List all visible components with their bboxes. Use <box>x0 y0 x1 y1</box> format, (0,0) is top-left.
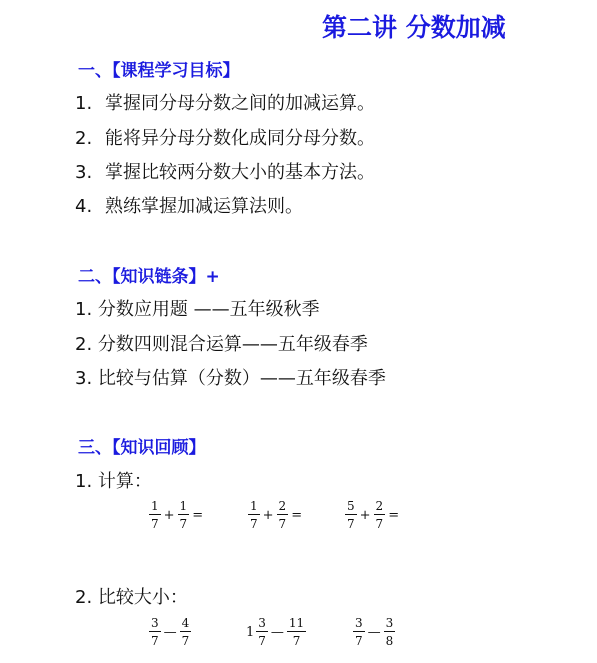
numerator: 5 <box>347 499 355 513</box>
goal-item-number: 1. <box>75 93 93 114</box>
section-heading-review: 三、【知识回顾】 <box>78 438 206 458</box>
fraction <box>287 617 306 647</box>
equals-sign: = <box>192 507 204 523</box>
page-title: 第二讲 分数加减 <box>322 13 506 42</box>
numerator: 1 <box>179 499 188 513</box>
comparison-blank: — <box>367 624 381 640</box>
denominator: 7 <box>181 634 190 648</box>
fraction <box>353 617 365 647</box>
comparison-blank: — <box>163 624 177 640</box>
denominator: 7 <box>258 634 266 648</box>
equals-sign: = <box>388 507 400 523</box>
equals-sign: = <box>291 507 303 523</box>
numerator: 2 <box>375 499 384 513</box>
fraction <box>374 500 386 530</box>
goal-item <box>75 158 375 184</box>
operator: + <box>359 507 371 523</box>
section-heading-knowledge-chain: 二、【知识链条】+ <box>78 267 220 287</box>
numerator: 3 <box>151 616 159 630</box>
denominator: 7 <box>278 517 287 531</box>
fraction-expression <box>148 500 205 530</box>
goal-item-text: 熟练掌握加减运算法则。 <box>105 196 303 217</box>
chain-item: 3. 比较与估算（分数）——五年级春季 <box>75 368 386 389</box>
denominator: 7 <box>292 634 301 648</box>
chain-item: 2. 分数四则混合运算——五年级春季 <box>75 334 368 355</box>
denominator: 7 <box>347 517 355 531</box>
mixed-number-whole: 1 <box>246 624 255 640</box>
goal-item <box>75 89 375 115</box>
comparison-blank: — <box>270 624 284 640</box>
fraction-expression <box>247 500 304 530</box>
numerator: 11 <box>288 616 305 630</box>
question-label-calculate: 1. 计算： <box>75 471 152 492</box>
fraction-comparison <box>352 617 396 647</box>
fraction <box>149 617 161 647</box>
fraction <box>178 500 190 530</box>
goal-item-number: 4. <box>75 196 93 217</box>
fraction-comparison <box>246 617 307 647</box>
operator: + <box>262 507 274 523</box>
fraction <box>345 500 357 530</box>
numerator: 4 <box>181 616 190 630</box>
fraction <box>248 500 260 530</box>
fraction <box>180 617 192 647</box>
goal-item-number: 2. <box>75 128 93 149</box>
goal-item-text: 能将异分母分数化成同分母分数。 <box>105 128 375 149</box>
numerator: 1 <box>151 499 159 513</box>
fraction <box>256 617 268 647</box>
goal-item-text: 掌握同分母分数之间的加减运算。 <box>105 93 375 114</box>
denominator: 7 <box>151 634 159 648</box>
denominator: 7 <box>250 517 258 531</box>
denominator: 8 <box>385 634 394 648</box>
denominator: 7 <box>375 517 384 531</box>
goal-item-number: 3. <box>75 162 93 183</box>
denominator: 7 <box>179 517 188 531</box>
numerator: 2 <box>278 499 287 513</box>
question-label-compare: 2. 比较大小： <box>75 587 188 608</box>
denominator: 7 <box>151 517 159 531</box>
numerator: 1 <box>250 499 258 513</box>
fraction-comparison <box>148 617 192 647</box>
goal-item-text: 掌握比较两分数大小的基本方法。 <box>105 162 375 183</box>
goal-item <box>75 192 303 218</box>
fraction <box>384 617 396 647</box>
numerator: 3 <box>385 616 394 630</box>
fraction-expression <box>344 500 401 530</box>
fraction <box>149 500 161 530</box>
section-heading-goals: 一、【课程学习目标】 <box>78 61 240 81</box>
fraction <box>277 500 289 530</box>
numerator: 3 <box>258 616 266 630</box>
goal-item <box>75 124 375 150</box>
denominator: 7 <box>355 634 363 648</box>
chain-item: 1. 分数应用题 ——五年级秋季 <box>75 299 320 320</box>
numerator: 3 <box>355 616 363 630</box>
operator: + <box>163 507 175 523</box>
